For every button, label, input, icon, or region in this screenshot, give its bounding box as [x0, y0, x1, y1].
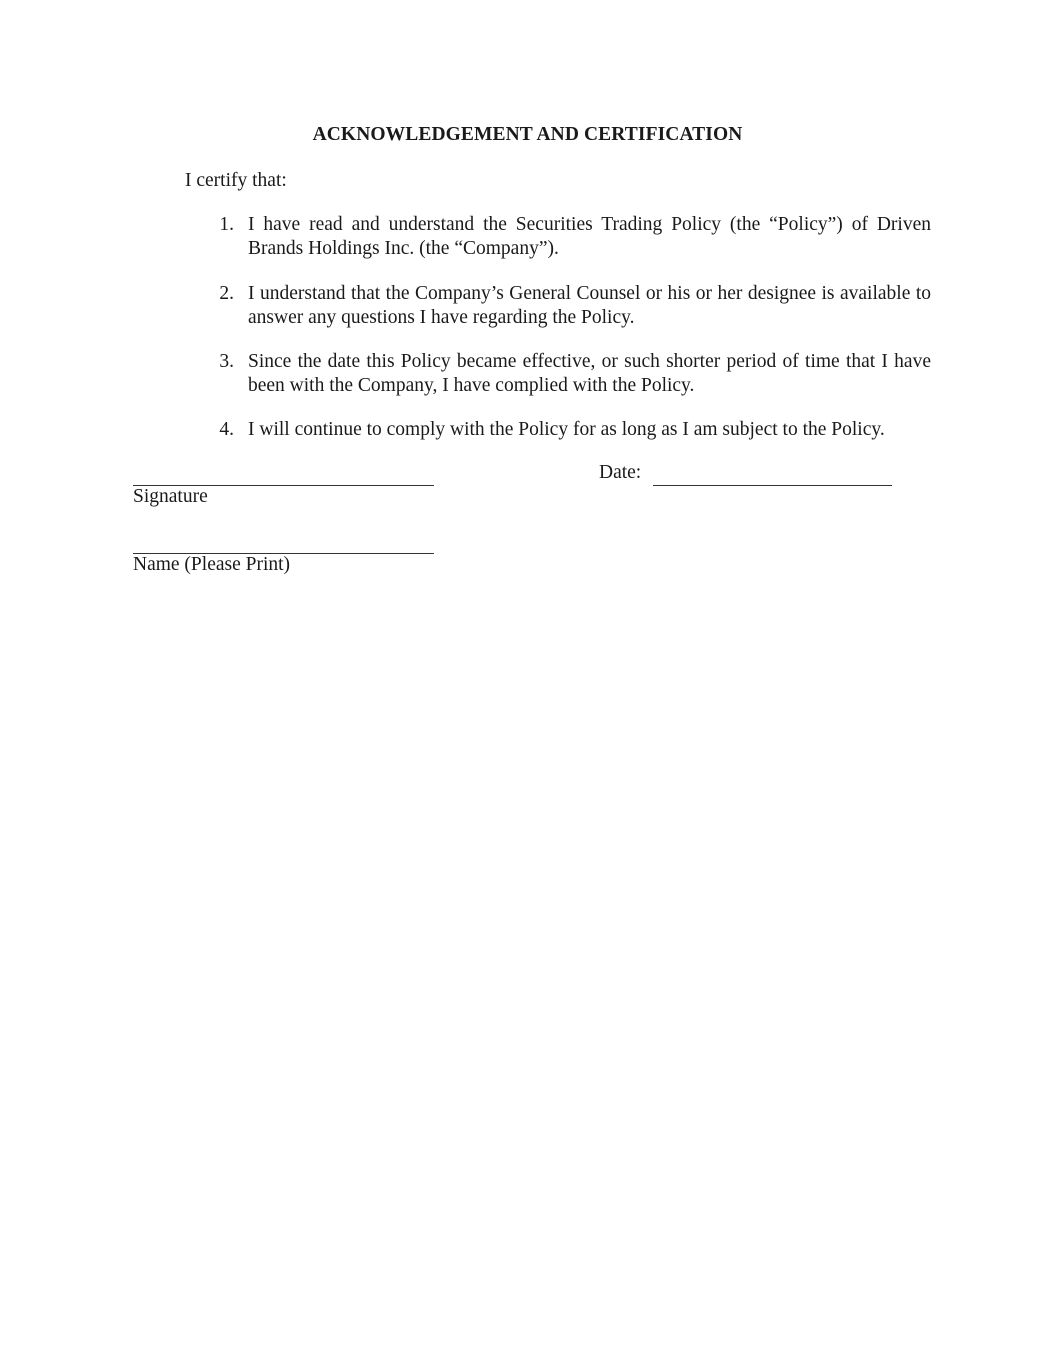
list-item-text: I will continue to comply with the Policy for as long as I am subject to the Policy. [248, 419, 885, 440]
list-item-number: 1. [219, 214, 234, 235]
list-item [210, 213, 931, 261]
list-item-number: 3. [219, 351, 234, 372]
document-title: ACKNOWLEDGEMENT AND CERTIFICATION [312, 124, 743, 145]
list-item-number: 2. [219, 283, 234, 304]
list-item-text: I have read and understand the Securities Trading Policy (the “Policy”) of Driven Brands Holdings Inc. (the “Company”). [248, 214, 931, 259]
intro-text: I certify that: [185, 170, 287, 191]
date-label: Date: [599, 462, 642, 483]
signature-label: Signature [133, 486, 208, 507]
list-item [210, 350, 931, 398]
list-item-number: 4. [219, 419, 234, 440]
list-item [210, 282, 931, 330]
list-item-text: Since the date this Policy became effective, or such shorter period of time that I have been with the Company, I have complied with the Policy. [248, 351, 931, 396]
date-line [653, 485, 892, 486]
list-item [210, 418, 931, 442]
name-label: Name (Please Print) [133, 554, 291, 575]
list-item-text: I understand that the Company’s General Counsel or his or her designee is available to answer any questions I have regarding the Policy. [248, 283, 931, 328]
